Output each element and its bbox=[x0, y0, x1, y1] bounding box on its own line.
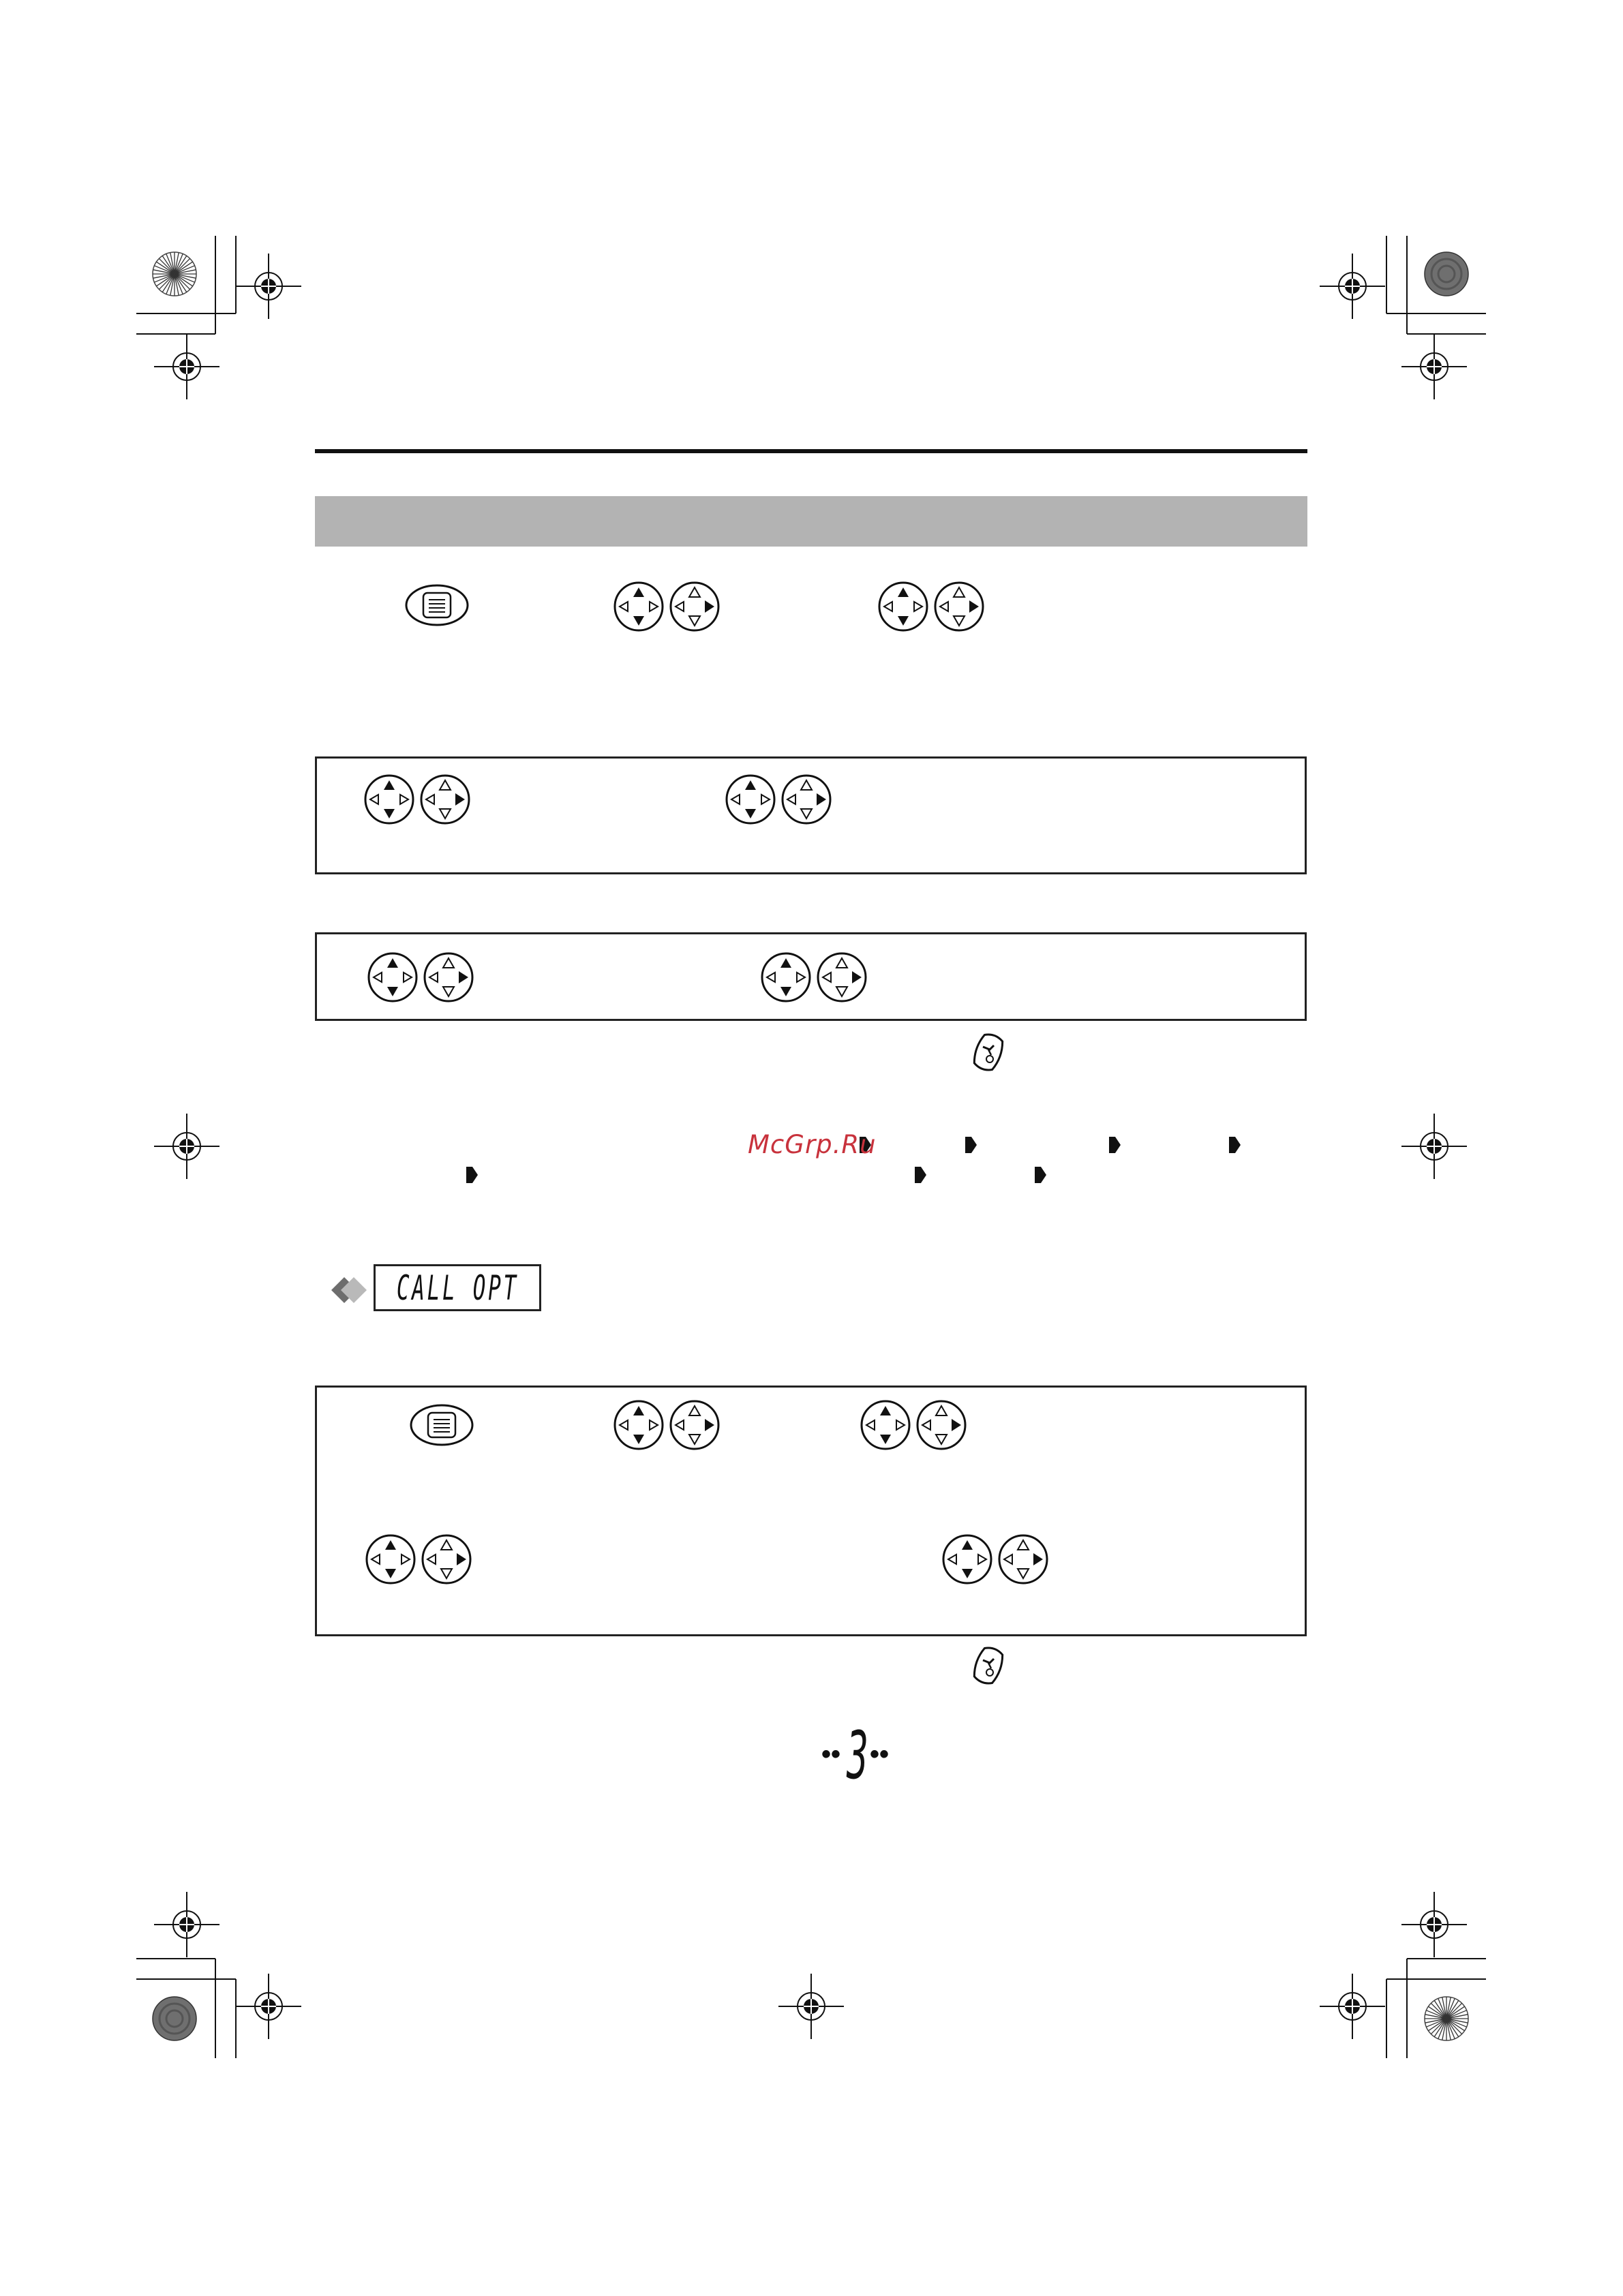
color-target-icon bbox=[153, 252, 196, 296]
color-target-icon bbox=[153, 1997, 196, 2040]
registration-mark-icon bbox=[1401, 1892, 1467, 1957]
registration-mark-icon bbox=[1401, 334, 1467, 399]
instruction-box-1 bbox=[315, 756, 1307, 874]
registration-mark-icon bbox=[236, 1974, 301, 2039]
step-arrow-icon bbox=[1229, 1137, 1241, 1153]
color-target-icon bbox=[1425, 1997, 1468, 2040]
color-target-icon bbox=[1425, 252, 1468, 296]
step-arrow-icon bbox=[965, 1137, 977, 1153]
navigation-keypad-icon[interactable] bbox=[879, 583, 983, 630]
registration-mark-icon bbox=[154, 1892, 219, 1957]
instruction-box-3 bbox=[315, 1386, 1307, 1636]
lcd-display-text: CALL OPT bbox=[396, 1268, 519, 1308]
digit-indicator-right-dots: •• bbox=[870, 1739, 890, 1769]
section-diamond-icon bbox=[331, 1277, 367, 1303]
registration-mark-icon bbox=[236, 254, 301, 319]
end-call-button-icon[interactable] bbox=[971, 1644, 1006, 1686]
menu-button-icon[interactable] bbox=[406, 585, 468, 625]
registration-mark-icon bbox=[1401, 1114, 1467, 1179]
registration-mark-icon bbox=[1320, 1974, 1385, 2039]
step-arrow-icon bbox=[915, 1167, 926, 1183]
step-arrow-icon bbox=[1035, 1167, 1046, 1183]
section-title-bar bbox=[315, 496, 1307, 547]
instruction-box-2 bbox=[315, 932, 1307, 1021]
lcd-display bbox=[374, 1264, 541, 1311]
registration-mark-icon bbox=[778, 1974, 844, 2039]
registration-mark-icon bbox=[1320, 254, 1385, 319]
navigation-keypad-icon[interactable] bbox=[615, 583, 718, 630]
step-arrow-icon bbox=[466, 1167, 478, 1183]
registration-mark-icon bbox=[154, 1114, 219, 1179]
end-call-button-icon[interactable] bbox=[971, 1031, 1006, 1073]
watermark: McGrp.Ru bbox=[748, 1130, 877, 1159]
digit-indicator-left-dots: •• bbox=[821, 1739, 841, 1769]
registration-mark-icon bbox=[154, 334, 219, 399]
step-arrow-icon bbox=[1109, 1137, 1121, 1153]
top-rule bbox=[315, 449, 1307, 453]
digit-indicator: 3 bbox=[847, 1717, 868, 1794]
